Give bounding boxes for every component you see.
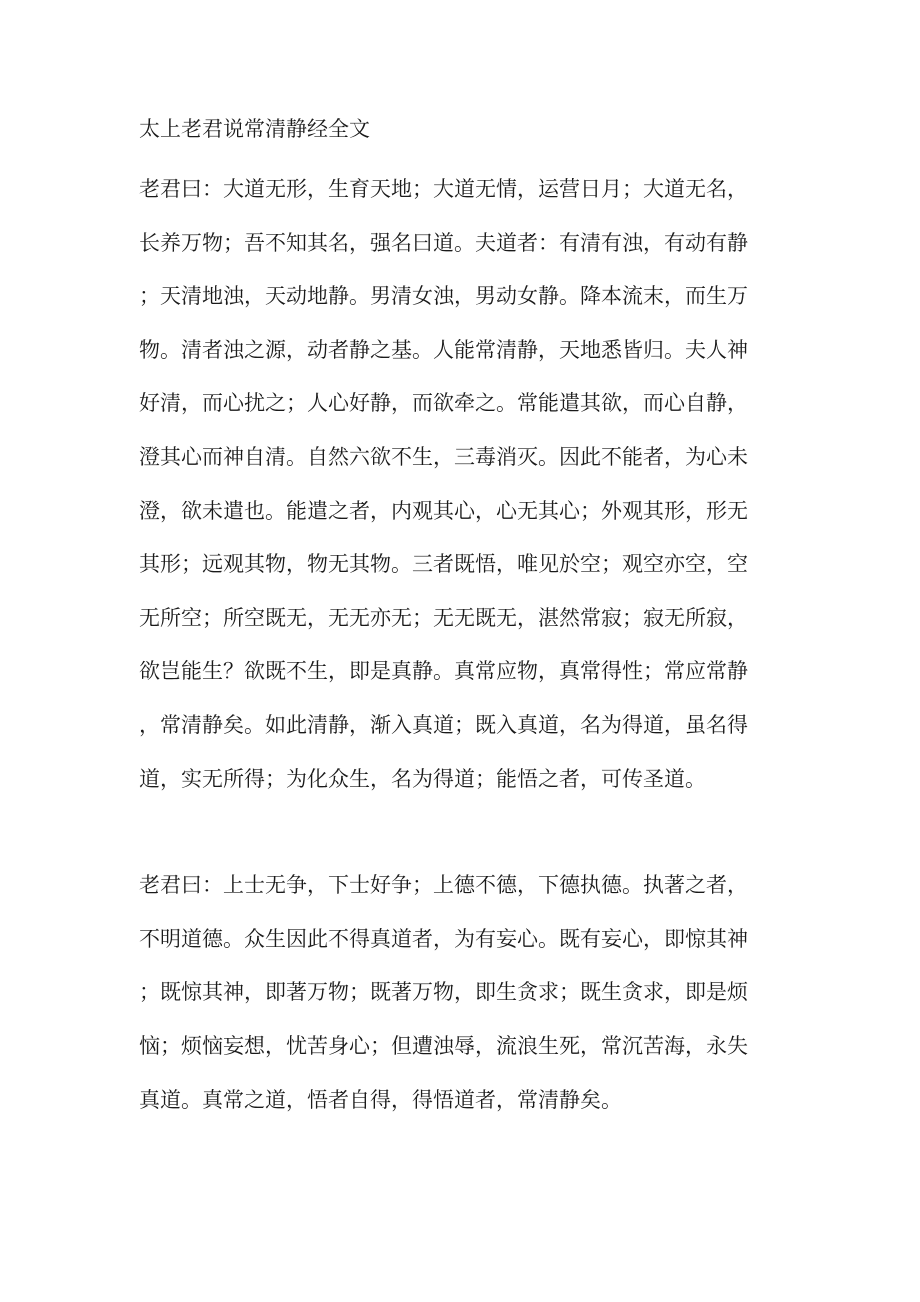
text-line: 道，实无所得；为化众生，名为得道；能悟之者，可传圣道。 bbox=[139, 766, 706, 791]
text-line: 恼；烦恼妄想，忧苦身心；但遭浊辱，流浪生死，常沉苦海，永失 bbox=[139, 1033, 748, 1058]
text-line: 真道。真常之道，悟者自得，得悟道者，常清静矣。 bbox=[139, 1087, 622, 1112]
text-line: 不明道德。众生因此不得真道者，为有妄心。既有妄心，即惊其神 bbox=[139, 926, 748, 951]
paragraph-1 bbox=[139, 163, 779, 806]
text-line: 老君曰：大道无形，生育天地；大道无情，运营日月；大道无名， bbox=[139, 177, 748, 201]
text-line: 其形；远观其物，物无其物。三者既悟，唯见於空；观空亦空，空 bbox=[139, 552, 748, 577]
text-line: 老君曰：上士无争，下士好争；上德不德，下德执德。执著之者， bbox=[139, 873, 748, 898]
text-line: 澄，欲未遣也。能遣之者，内观其心，心无其心；外观其形，形无 bbox=[139, 498, 748, 523]
text-line: 无所空；所空既无，无无亦无；无无既无，湛然常寂；寂无所寂， bbox=[139, 605, 748, 630]
text-line: 长养万物；吾不知其名，强名曰道。夫道者：有清有浊，有动有静 bbox=[139, 230, 748, 255]
text-line: 好清，而心扰之；人心好静，而欲牵之。常能遣其欲，而心自静， bbox=[139, 391, 748, 416]
text-line: 澄其心而神自清。自然六欲不生，三毒消灭。因此不能者，为心未 bbox=[139, 444, 748, 469]
document-body bbox=[139, 113, 779, 1127]
text-line: ；天清地浊，天动地静。男清女浊，男动女静。降本流末，而生万 bbox=[139, 284, 748, 309]
text-line: 物。清者浊之源，动者静之基。人能常清静，天地悉皆归。夫人神 bbox=[139, 337, 748, 362]
paragraph-2 bbox=[139, 859, 779, 1127]
text-line: 欲岂能生？欲既不生，即是真静。真常应物，真常得性；常应常静 bbox=[139, 659, 748, 684]
text-line: ；既惊其神，即著万物；既著万物，即生贪求；既生贪求，即是烦 bbox=[139, 980, 748, 1005]
document-title: 太上老君说常清静经全文 bbox=[139, 117, 370, 141]
text-line: ，常清静矣。如此清静，渐入真道；既入真道，名为得道，虽名得 bbox=[139, 712, 748, 737]
